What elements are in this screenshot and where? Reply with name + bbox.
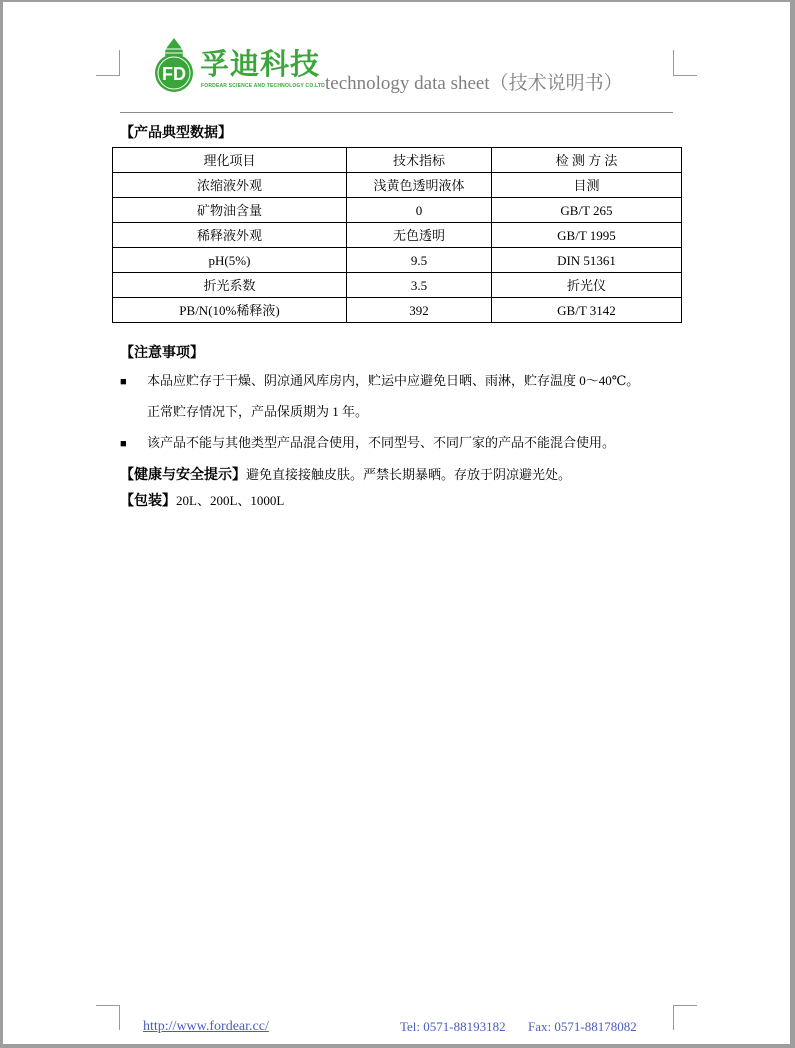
table-cell: GB/T 265	[492, 198, 682, 223]
table-row	[113, 198, 682, 223]
fordear-logo-icon	[150, 35, 198, 93]
table-cell: 折光系数	[113, 273, 347, 298]
brand-name-english: FORDEAR SCIENCE AND TECHNOLOGY CO.LTD	[201, 83, 325, 89]
table-cell: 目测	[492, 173, 682, 198]
crop-mark-top-right	[673, 50, 697, 76]
typical-data-table	[112, 147, 682, 323]
table-header-cell: 检 测 方 法	[492, 148, 682, 173]
note-text: 该产品不能与其他类型产品混合使用，不同型号、不同厂家的产品不能混合使用。	[147, 435, 616, 450]
crop-mark-bottom-right	[673, 1005, 697, 1030]
table-cell: 0	[347, 198, 492, 223]
safety-text: 避免直接接触皮肤。严禁长期暴晒。存放于阴凉避光处。	[246, 467, 572, 482]
footer-telephone: Tel: 0571-88193182	[400, 1019, 506, 1034]
bullet-square-icon: ■	[120, 376, 127, 388]
table-cell: 稀释液外观	[113, 223, 347, 248]
note-text: 本品应贮存于干燥、阴凉通风库房内，贮运中应避免日晒、雨淋，贮存温度 0～40℃。	[147, 373, 640, 388]
table-header-row	[113, 148, 682, 173]
table-row	[113, 223, 682, 248]
footer-fax: Fax: 0571-88178082	[528, 1019, 637, 1034]
table-cell: 3.5	[347, 273, 492, 298]
packaging-text: 20L、200L、1000L	[176, 493, 285, 508]
table-row	[113, 273, 682, 298]
crop-mark-bottom-left	[96, 1005, 120, 1030]
table-cell: GB/T 1995	[492, 223, 682, 248]
crop-mark-top-left	[96, 50, 120, 76]
table-row	[113, 298, 682, 323]
website-link[interactable]: http://www.fordear.cc/	[143, 1019, 269, 1034]
table-cell: 折光仪	[492, 273, 682, 298]
safety-label: 【健康与安全提示】	[120, 468, 246, 483]
table-header-cell: 理化项目	[113, 148, 347, 173]
table-cell: PB/N(10%稀释液)	[113, 298, 347, 323]
table-cell: 392	[347, 298, 492, 323]
bullet-square-icon: ■	[120, 438, 127, 450]
table-cell: 矿物油含量	[113, 198, 347, 223]
table-header-cell: 技术指标	[347, 148, 492, 173]
table-cell: 无色透明	[347, 223, 492, 248]
document-title: technology data sheet（技术说明书）	[325, 73, 623, 94]
table-row	[113, 248, 682, 273]
table-cell: 浅黄色透明液体	[347, 173, 492, 198]
notes-heading: 【注意事项】	[120, 346, 204, 361]
table-cell: DIN 51361	[492, 248, 682, 273]
logo-mark-letters: FD	[162, 64, 186, 84]
table-row	[113, 173, 682, 198]
table-cell: 9.5	[347, 248, 492, 273]
packaging-paragraph	[120, 493, 284, 510]
table-cell: GB/T 3142	[492, 298, 682, 323]
table-cell: pH(5%)	[113, 248, 347, 273]
note-text: 正常贮存情况下，产品保质期为 1 年。	[147, 404, 369, 419]
header-divider	[120, 112, 673, 113]
safety-paragraph	[120, 467, 571, 484]
packaging-label: 【包装】	[120, 494, 176, 509]
brand-name-chinese: 孚迪科技	[200, 47, 321, 81]
typical-data-heading: 【产品典型数据】	[120, 126, 232, 141]
table-cell: 浓缩液外观	[113, 173, 347, 198]
